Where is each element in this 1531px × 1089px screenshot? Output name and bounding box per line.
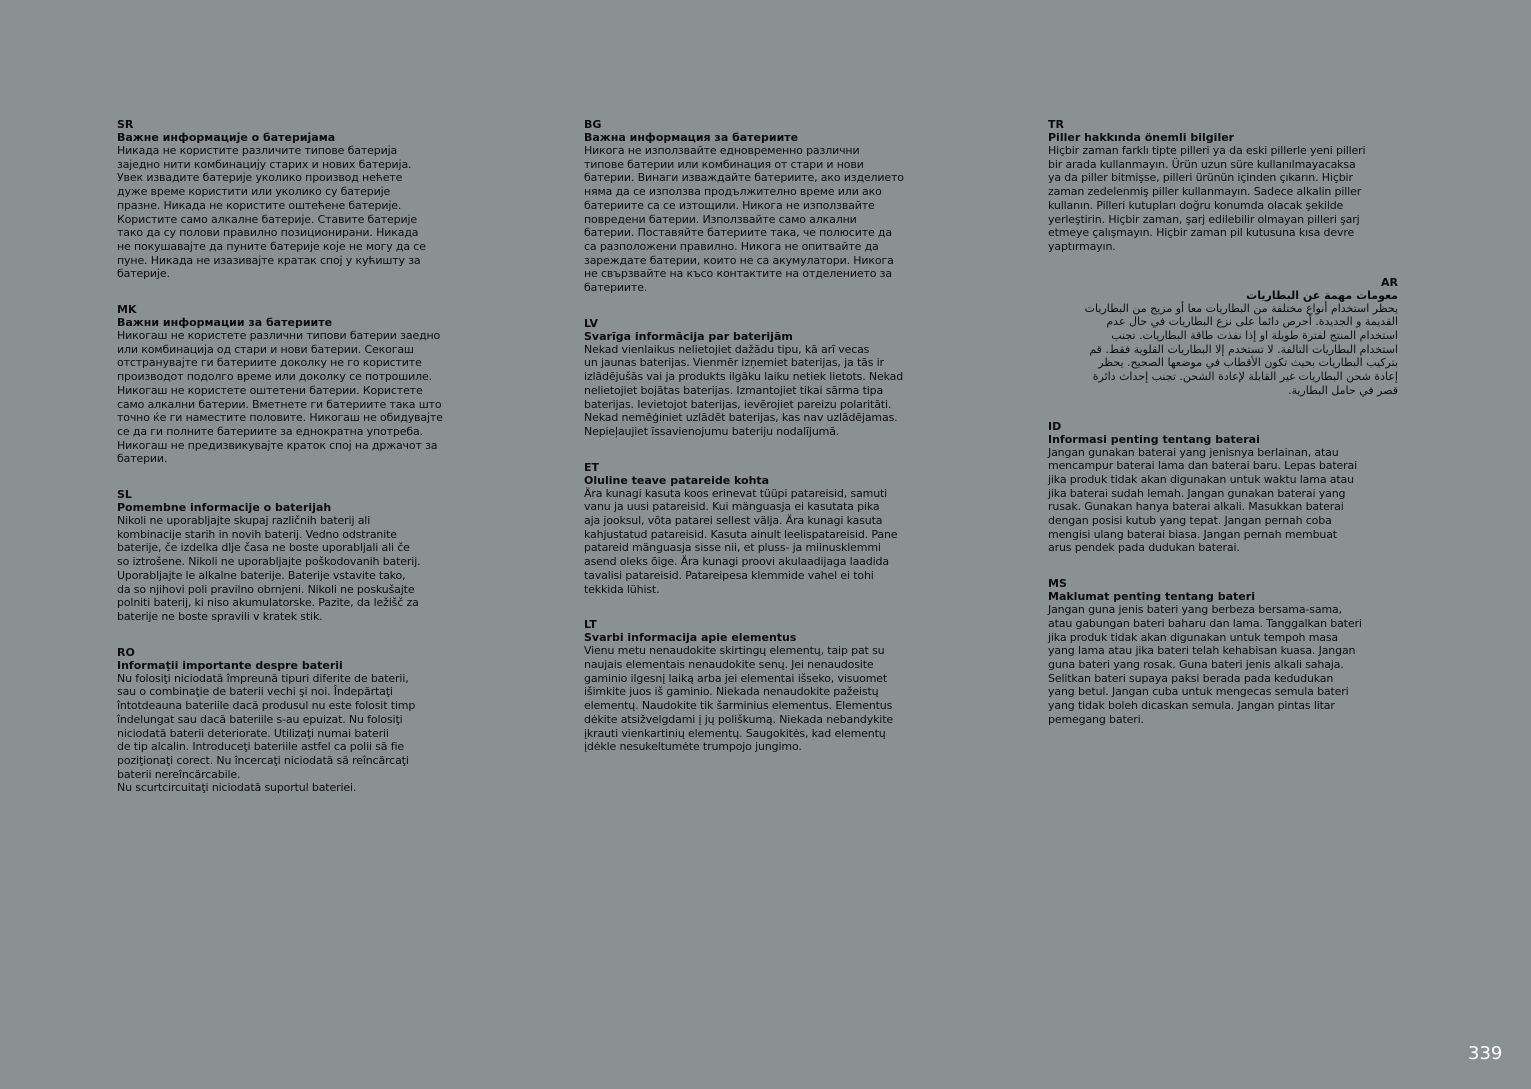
page-number: 339 bbox=[1468, 1043, 1503, 1064]
section-heading: Svarīga informācija par baterijām bbox=[584, 329, 793, 343]
section-body: Никогаш не користете различни типови батерии заедно или комбинација од стари и нови батерии. Секогаш отстранувајте ги батериите доколку не го користите производот подолго време или доколку се потрошиле. Никогаш не користете оштетени батерии. Користете само алкални батерии. Вметнете ги батериите така што точно ќе ги наместите половите. Никогаш не обидувајте се да ги полните батериите за еднократна употреба. Никогаш не предизвикувајте краток спој на држачот за батерии. bbox=[117, 329, 443, 466]
section-body: Никога не използвайте едновременно различни типове батерии или комбинация от стари и нови батерии. Винаги изваждайте батериите, ако изделието няма да се използва продължително време или ако батериите са се изтощили. Никога не използвайте повредени батерии. Използвайте само алкални батерии. Поставяйте батериите така, че полюсите да са разположени правилно. Никога не опитвайте да зареждате батерии, които не са акумулатори. Никога не свързвайте на късо контактите на отделението за батериите. bbox=[584, 144, 904, 295]
section-heading: Piller hakkında önemli bilgiler bbox=[1048, 131, 1235, 144]
section-body: يحظر استخدام أنواع مختلفة من البطاريات معا أو مزيج من البطاريات القديمة و الجديدة. أحرص دائما على نزع البطاريات في حال عدم استخدام المنتج لفترة طويلة او إذا نفذت طاقة البطاريات. تجنب استخدام البطاريات التالفة. لا تستخدم إلا البطاريات القلوية فقط. قم بتركيب البطاريات بحيث تكون الأقطاب في موضعها الصحيح. يحظر إعادة شحن البطاريات غير القابلة لإعادة الشحن. تجنب إحداث دائرة قصر في حامل البطارية. bbox=[1084, 301, 1398, 397]
section-lv bbox=[584, 317, 934, 439]
language-code: SR bbox=[117, 118, 134, 131]
section-tr bbox=[1048, 118, 1398, 254]
section-body: Vienu metu nenaudokite skirtingų elementų, taip pat su naujais elementais nenaudokite senų. Jei nenaudosite gaminio ilgesnį laiką arba jei elementai išseko, visuomet išimkite juos iš gaminio. Niekada nenaudokite pažeistų elementų. Naudokite tik šarminius elementus. Elementus dėkite atsižvelgdami į jų poliškumą. Niekada nebandykite įkrauti vienkartinių elementų. Saugokitės, kad elementų įdėkle nesukeltumėte trumpojo jungimo. bbox=[584, 644, 893, 754]
section-body: Nekad vienlaikus nelietojiet dažādu tipu, kā arī vecas un jaunas baterijas. Vienmēr izņemiet baterijas, ja tās ir izlādējušās vai ja produkts ilgāku laiku netiek lietots. Nekad nelietojiet bojātas baterijas. Izmantojiet tikai sārma tipa baterijas. Ievietojot baterijas, ievērojiet pareizu polaritāti. Nekad nemēģiniet uzlādēt baterijas, kas nav uzlādējamas. Nepieļaujiet īssavienojumu bateriju nodalījumā. bbox=[584, 342, 904, 438]
language-code: LV bbox=[584, 316, 599, 330]
section-heading: Pomembne informacije o baterijah bbox=[117, 501, 332, 515]
section-ms bbox=[1048, 577, 1398, 726]
language-code: TR bbox=[1048, 118, 1064, 131]
column-right bbox=[1048, 118, 1398, 749]
section-body: Никада не користите различите типове батерија заједно нити комбинацију старих и нових батерија. Увек извадите батерије уколико производ нећете дуже време користити или уколико су батерије празне. Никада не користите оштећене батерије. Користите само алкалне батерије. Ставите батерије тако да су полови правилно позиционирани. Никада не покушавајте да пуните батерије које не могу да се пуне. Никада не изазивајте кратак спој у кућишту за батерије. bbox=[117, 144, 426, 281]
language-code: AR bbox=[1381, 275, 1398, 289]
column-middle bbox=[584, 118, 934, 776]
section-heading: Maklumat penting tentang bateri bbox=[1048, 590, 1255, 604]
language-code: SL bbox=[117, 488, 132, 502]
section-heading: Важне информације о батеријама bbox=[117, 131, 336, 144]
language-code: RO bbox=[117, 645, 135, 659]
section-body: Ära kunagi kasuta koos erinevat tüüpi patareisid, samuti vanu ja uusi patareisid. Kui mänguasja ei kasutata pika aja jooksul, võta patarei sellest välja. Ära kunagi kasuta kahjustatud patareisid. Kasuta ainult leelispatareisid. Pane patareid mänguasja sisse nii, et pluss- ja miinusklemmi asend oleks õige. Ära kunagi proovi akulaadijaga laadida tavalisi patareisid. Patareipesa klemmide vahel ei tohi tekkida lühist. bbox=[584, 486, 898, 596]
section-lt bbox=[584, 618, 934, 754]
section-heading: Informasi penting tentang baterai bbox=[1048, 432, 1260, 446]
section-body: Nikoli ne uporabljajte skupaj različnih baterij ali kombinacije starih in novih baterij. Vedno odstranite baterije, če izdelka dlje časa ne boste uporabljali ali če so iztrošene. Nikoli ne uporabljajte poškodovanih baterij. Uporabljajte le alkalne baterije. Baterije vstavite tako, da so njihovi poli pravilno obrnjeni. Nikoli ne poskušajte polniti baterij, ki niso akumulatorske. Pazite, da ležišč za baterije ne boste spravili v kratek stik. bbox=[117, 514, 421, 623]
section-sl bbox=[117, 488, 467, 624]
section-heading: Важна информация за батериите bbox=[584, 131, 799, 144]
section-bg bbox=[584, 118, 934, 295]
section-ro bbox=[117, 646, 467, 795]
section-body: Hiçbir zaman farklı tipte pilleri ya da eski pillerle yeni pilleri bir arada kullanmayın. Ürün uzun süre kullanılmayacaksa ya da piller bitmişse, pilleri ürünün içinden çıkarın. Hiçbir zaman zedelenmiş piller kullanmayın. Sadece alkalin piller kullanın. Pilleri kutupları doğru konumda olacak şekilde yerleştirin. Hiçbir zaman, şarj edilebilir olmayan pilleri şarj etmeye çalışmayın. Hiçbir zaman pil kutusuna kısa devre yaptırmayın. bbox=[1048, 144, 1366, 253]
section-heading: Informaţii importante despre baterii bbox=[117, 658, 343, 672]
section-ar bbox=[1048, 276, 1398, 398]
section-id bbox=[1048, 420, 1398, 556]
language-code: ID bbox=[1048, 419, 1062, 433]
section-heading: معومات مهمة عن البطاريات bbox=[1246, 288, 1398, 302]
section-heading: Svarbi informacija apie elementus bbox=[584, 631, 797, 645]
section-heading: Oluline teave patareide kohta bbox=[584, 473, 770, 487]
section-mk bbox=[117, 303, 467, 466]
language-code: BG bbox=[584, 118, 602, 131]
section-body: Jangan guna jenis bateri yang berbeza bersama-sama, atau gabungan bateri baharu dan lama. Tanggalkan bateri jika produk tidak akan digunakan untuk tempoh masa yang lama atau jika bateri telah kehabisan kuasa. Jangan guna bateri yang rosak. Guna bateri jenis alkali sahaja. Selitkan bateri supaya paksi berada pada kedudukan yang betul. Jangan cuba untuk mengecas semula bateri yang tidak boleh dicaskan semula. Jangan pintas litar pemegang bateri. bbox=[1048, 603, 1362, 726]
section-et bbox=[584, 461, 934, 597]
language-code: ET bbox=[584, 460, 600, 474]
language-code: MS bbox=[1048, 577, 1067, 591]
language-code: LT bbox=[584, 618, 597, 632]
section-sr bbox=[117, 118, 467, 281]
language-code: MK bbox=[117, 303, 137, 317]
column-left bbox=[117, 118, 467, 817]
section-heading: Важни информации за батериите bbox=[117, 316, 333, 330]
section-body: Jangan gunakan baterai yang jenisnya berlainan, atau mencampur baterai lama dan baterai baru. Lepas baterai jika produk tidak akan digunakan untuk waktu lama atau jika baterai sudah lemah. Jangan gunakan baterai yang rusak. Gunakan hanya baterai alkali. Masukkan baterai dengan posisi kutub yang tepat. Jangan pernah coba mengisi ulang baterai biasa. Jangan pernah membuat arus pendek pada dudukan baterai. bbox=[1048, 445, 1357, 555]
section-body: Nu folosiţi niciodată împreună tipuri diferite de baterii, sau o combinaţie de baterii vechi şi noi. Îndepărtaţi întotdeauna bateriile dacă produsul nu este folosit timp îndelungat sau dacă bateriile s-au epuizat. Nu folosiţi niciodată baterii deteriorate. Utilizaţi numai baterii de tip alcalin. Introduceţi bateriile astfel ca polii să fie poziţionaţi corect. Nu încercaţi niciodată să reîncărcaţi baterii nereîncărcabile. Nu scurtcircuitaţi niciodată suportul bateriei. bbox=[117, 671, 416, 795]
